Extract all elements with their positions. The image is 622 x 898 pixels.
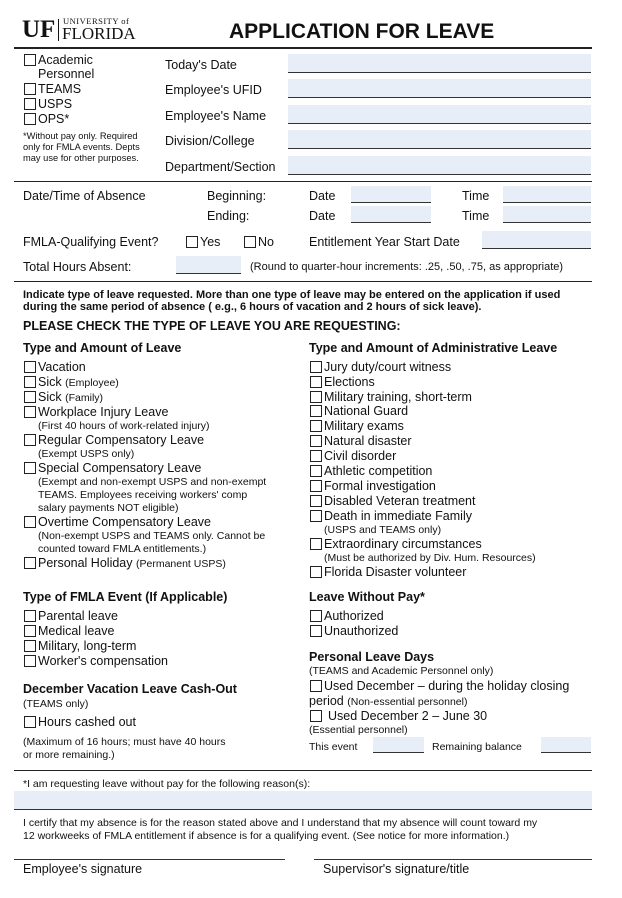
checkbox[interactable] [24,640,36,652]
cashout-max-note: or more remaining.) [23,749,115,761]
leave-note: (First 40 hours of work-related injury) [38,420,210,432]
employee-type-label: TEAMS [38,82,82,96]
admin-elections[interactable] [310,375,375,389]
entitlement-input[interactable] [482,231,591,249]
leave-note: (Exempt USPS only) [38,448,135,460]
admin-athletic[interactable] [310,464,432,478]
checkbox[interactable] [24,610,36,622]
checkbox[interactable] [244,236,256,248]
checkbox[interactable] [24,557,36,569]
fmla-military[interactable] [24,639,136,653]
leave-note: (Exempt and non-exempt USPS and non-exempt [38,476,267,488]
checkbox[interactable] [24,98,36,110]
label-ufid: Employee's UFID [165,83,262,97]
checkbox[interactable] [24,83,36,95]
checkbox[interactable] [310,710,322,722]
fmla-yes-label: Yes [200,235,221,249]
begin-time-input[interactable] [503,186,591,203]
employee-type-ops[interactable] [24,112,69,126]
personal-days-period [309,694,467,709]
leave-note: salary payments NOT eligible) [38,502,179,514]
leave-note: (Non-exempt USPS and TEAMS only. Cannot be [38,530,266,542]
admin-disaster-volunteer[interactable] [310,565,466,579]
leave-note: TEAMS. Employees receiving workers' comp [38,489,248,501]
employee-type-label: OPS* [38,112,70,126]
employee-type-usps[interactable] [24,97,72,111]
cashout-note: (TEAMS only) [23,698,89,710]
checkbox[interactable] [24,113,36,125]
admin-national-guard[interactable] [310,404,408,418]
leave-label: Workplace Injury Leave [38,405,169,419]
admin-label: Extraordinary circumstances [324,537,482,551]
checkbox[interactable] [310,538,322,550]
beginning-label: Beginning: [207,189,267,203]
admin-label: Formal investigation [324,479,436,493]
instructions-line2: during the same period of absence ( e.g., 6 hours of vacation and 2 hours of sick leave). [23,301,482,313]
absence-label: Date/Time of Absence [23,189,146,203]
fmla-medical[interactable] [24,624,114,638]
checkbox[interactable] [310,625,322,637]
admin-disabled-veteran[interactable] [310,494,475,508]
logo-university-of: UNIVERSITY of [63,16,130,26]
checkbox[interactable] [186,236,198,248]
admin-note: (USPS and TEAMS only) [324,524,442,536]
checkbox[interactable] [310,480,322,492]
personal-days-essential-note: (Essential personnel) [309,724,408,736]
instructions-line1: Indicate type of leave requested. More than one type of leave may be entered on the application if used [23,289,561,301]
leave-label: Overtime Compensatory Leave [38,515,211,529]
checkbox[interactable] [310,391,322,403]
leave-label: Sick [38,390,62,404]
leave-label: Personal Holiday [38,556,133,570]
supervisor-signature-line[interactable] [314,859,592,860]
ufid-input[interactable] [288,79,591,98]
fmla-workers-comp[interactable] [24,654,168,668]
leave-sublabel: (Employee) [65,377,119,389]
leave-sick-family[interactable] [24,390,103,405]
check-heading: PLEASE CHECK THE TYPE OF LEAVE YOU ARE REQUESTING: [23,319,401,333]
reason-label: *I am requesting leave without pay for the following reason(s): [23,778,311,790]
lwop-unauthorized[interactable] [310,624,398,638]
checkbox[interactable] [24,376,36,388]
admin-jury[interactable] [310,360,451,374]
this-event-label: This event [309,741,358,753]
hours-note: (Round to quarter-hour increments: .25, .50, .75, as appropriate) [250,261,564,273]
fmla-event-label: Military, long-term [38,639,137,653]
admin-note: (Must be authorized by Div. Hum. Resources) [324,552,536,564]
fmla-parental[interactable] [24,609,118,623]
entitlement-label: Entitlement Year Start Date [309,235,460,249]
employee-name-input[interactable] [288,105,591,124]
leave-label: Special Compensatory Leave [38,461,202,475]
begin-date-label: Date [309,189,336,203]
end-time-label: Time [462,209,490,223]
end-date-input[interactable] [351,206,431,223]
admin-natural-disaster[interactable] [310,434,412,448]
end-date-label: Date [309,209,336,223]
admin-extraordinary[interactable] [310,537,482,551]
begin-time-label: Time [462,189,490,203]
leave-workplace-injury[interactable] [24,405,168,419]
label-today-date: Today's Date [165,58,237,72]
checkbox[interactable] [310,405,322,417]
lwop-authorized[interactable] [310,609,384,623]
lwop-label: Unauthorized [324,624,399,638]
checkbox[interactable] [24,434,36,446]
today-date-input[interactable] [288,54,591,73]
this-event-input[interactable] [373,737,424,753]
employee-type-academic[interactable] [24,53,118,81]
personal-days-label: Used December – during the holiday closing [324,679,570,693]
checkbox[interactable] [24,516,36,528]
admin-label: Military exams [324,419,404,433]
admin-label: Jury duty/court witness [324,360,452,374]
checkbox[interactable] [310,376,322,388]
admin-military-exams[interactable] [310,419,404,433]
personal-days-heading: Personal Leave Days [309,650,435,664]
divider-reason [14,770,592,771]
checkbox[interactable] [310,361,322,373]
leave-label: Regular Compensatory Leave [38,433,205,447]
checkbox[interactable] [24,54,36,66]
checkbox[interactable] [24,462,36,474]
checkbox[interactable] [310,450,322,462]
logo-uf: UF [22,16,56,43]
admin-label: Athletic competition [324,464,433,478]
fmla-event-label: Medical leave [38,624,115,638]
fmla-event-heading: Type of FMLA Event (If Applicable) [23,590,228,604]
leave-types-heading: Type and Amount of Leave [23,341,182,355]
checkbox[interactable] [310,566,322,578]
admin-label: Elections [324,375,375,389]
fmla-event-label: Worker's compensation [38,654,168,668]
logo-divider [58,19,59,41]
admin-label: Natural disaster [324,434,412,448]
label-department: Department/Section [165,160,276,174]
remaining-balance-input[interactable] [541,737,591,753]
leave-vacation[interactable] [24,360,86,374]
checkbox[interactable] [24,655,36,667]
end-time-input[interactable] [503,206,591,223]
personal-used-december-june[interactable] [310,709,487,723]
admin-military-training[interactable] [310,390,472,404]
fmla-event-label: Parental leave [38,609,118,623]
cashout-heading: December Vacation Leave Cash-Out [23,682,237,696]
checkbox[interactable] [24,361,36,373]
logo-florida: FLORIDA [62,24,136,43]
employee-type-label: USPS [38,97,73,111]
leave-note: counted toward FMLA entitlements.) [38,543,207,555]
personal-used-december[interactable] [310,679,569,693]
admin-label: Death in immediate Family [324,509,472,523]
begin-date-input[interactable] [351,186,431,203]
fmla-no-label: No [258,235,274,249]
supervisor-signature-label: Supervisor's signature/title [323,862,470,876]
checkbox[interactable] [24,625,36,637]
admin-label: Disabled Veteran treatment [324,494,476,508]
label-employee-name: Employee's Name [165,109,267,123]
personal-days-period-label: period [309,694,344,708]
employee-signature-line[interactable] [14,859,285,860]
admin-label: Florida Disaster volunteer [324,565,467,579]
admin-death-family[interactable] [310,509,472,523]
division-input[interactable] [288,130,591,149]
header-divider [14,47,592,49]
hours-label: Total Hours Absent: [23,260,132,274]
admin-leave-heading: Type and Amount of Administrative Leave [309,341,558,355]
checkbox[interactable] [310,495,322,507]
label-division: Division/College [165,134,255,148]
leave-special-comp[interactable] [24,461,201,475]
cashout-hours[interactable] [24,715,136,729]
admin-formal-investigation[interactable] [310,479,436,493]
checkbox[interactable] [24,406,36,418]
personal-days-label: Used December 2 – June 30 [328,709,488,723]
hours-input[interactable] [176,256,241,274]
reason-input[interactable] [14,791,592,810]
uf-logo [22,16,152,44]
cashout-max-note: (Maximum of 16 hours; must have 40 hours [23,736,226,748]
personal-days-period-note: (Non-essential personnel) [347,696,468,708]
leave-personal-holiday[interactable] [24,556,226,571]
admin-label: Civil disorder [324,449,397,463]
divider-hours [14,281,592,282]
leave-label: Sick [38,375,62,389]
leave-regular-comp[interactable] [24,433,204,447]
checkbox[interactable] [310,465,322,477]
leave-sublabel: (Family) [65,392,104,404]
leave-label: Vacation [38,360,86,374]
employee-type-note: *Without pay only. Required only for FMLA events. Depts may use for other purposes. [23,131,140,163]
checkbox[interactable] [310,680,322,692]
remaining-balance-label: Remaining balance [432,741,522,753]
checkbox[interactable] [24,716,36,728]
checkbox[interactable] [24,391,36,403]
checkbox[interactable] [310,510,322,522]
certify-line1: I certify that my absence is for the reason stated above and I understand that my absence will count toward my [23,817,538,829]
cashout-label: Hours cashed out [38,715,136,729]
personal-days-note: (TEAMS and Academic Personnel only) [309,665,494,677]
page-title: APPLICATION FOR LEAVE [229,20,495,43]
fmla-no[interactable] [244,235,274,249]
divider-info [14,181,592,182]
checkbox[interactable] [310,610,322,622]
fmla-yes[interactable] [186,235,220,249]
checkbox[interactable] [310,420,322,432]
leave-overtime-comp[interactable] [24,515,211,529]
lwop-heading: Leave Without Pay* [309,590,425,604]
leave-sick-employee[interactable] [24,375,119,390]
department-input[interactable] [288,156,591,175]
admin-label: Military training, short-term [324,390,472,404]
employee-type-label: Academic Personnel [38,53,95,81]
checkbox[interactable] [310,435,322,447]
ending-label: Ending: [207,209,250,223]
employee-signature-label: Employee's signature [23,862,143,876]
leave-sublabel: (Permanent USPS) [135,558,226,570]
fmla-question: FMLA-Qualifying Event? [23,235,159,249]
employee-type-teams[interactable] [24,82,81,96]
lwop-label: Authorized [324,609,384,623]
admin-label: National Guard [324,404,409,418]
admin-civil-disorder[interactable] [310,449,396,463]
certify-line2: 12 workweeks of FMLA entitlement if absence is for a qualifying event. (See notice for more information.) [23,830,510,842]
